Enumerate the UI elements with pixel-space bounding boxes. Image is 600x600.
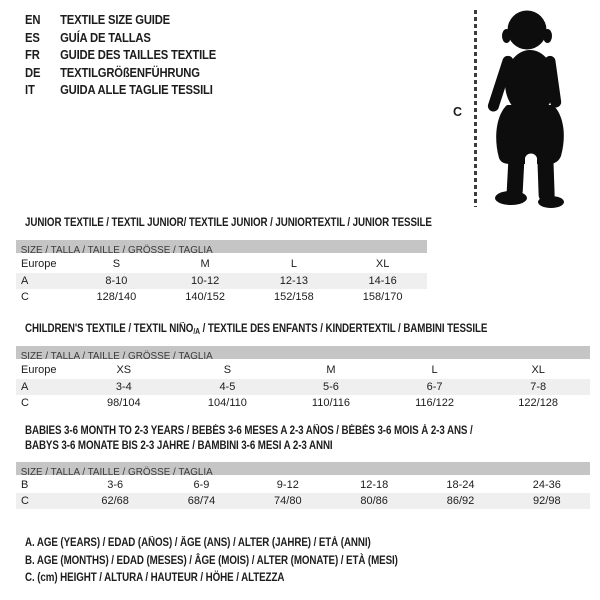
table-rows [16,361,590,411]
table-row [16,273,427,289]
language-list [25,12,216,100]
table-rows [16,477,590,509]
size-cell: L [290,258,297,270]
row-label: A [21,381,29,393]
size-cell: 18-24 [446,479,475,491]
row-label: A [21,275,29,287]
footnote-age-years: A. AGE (YEARS) / EDAD (AÑOS) / ÂGE (ANS) / ALTER (JAHRE) / ETÀ (ANNI) [25,537,371,549]
title-text: / TEXTILE DES ENFANTS / KINDERTEXTIL / BAMBINI TESSILE [199,323,488,335]
size-header-label: SIZE / TALLA / TAILLE / GRÖSSE / TAGLIA [20,466,213,475]
size-cell: 12-13 [279,275,308,287]
size-cell: 7-8 [530,381,547,393]
size-cell: 98/104 [106,397,141,409]
size-cell: 110/116 [311,397,351,409]
size-cell: 62/68 [101,495,129,507]
size-cell: 8-10 [105,275,128,287]
toddler-shorts [496,105,564,164]
size-cell: 4-5 [219,381,236,393]
size-cell: 6-7 [426,381,443,393]
size-cell: 5-6 [323,381,339,393]
size-cell: XL [375,258,390,270]
height-measure-dashed-line [474,10,477,207]
toddler-leg-left [506,146,525,199]
size-cell: 80/86 [360,495,388,507]
children-size-table [16,322,590,411]
title-text: CHILDREN'S TEXTILE / TEXTIL NIÑO [25,323,194,335]
language-code: ES [25,30,40,45]
language-row [25,65,216,83]
row-label: C [21,495,29,507]
language-code: DE [25,65,41,80]
size-header-bar [16,462,590,475]
row-label: Europe [21,364,57,376]
size-cell: S [223,364,232,376]
size-cell: 74/80 [274,495,302,507]
row-label: C [21,397,29,409]
language-title: TEXTILE SIZE GUIDE [60,13,170,27]
table-row [16,477,590,493]
size-cell: 6-9 [193,479,210,491]
language-title: GUÍA DE TALLAS [60,30,151,45]
table-row [16,289,427,305]
size-header-label: SIZE / TALLA / TAILLE / GRÖSSE / TAGLIA [20,244,213,253]
size-cell: 86/92 [446,495,475,507]
size-cell: 116/122 [415,397,455,409]
row-label: C [21,291,29,303]
size-cell: 128/140 [96,291,137,303]
size-cell: M [326,364,336,376]
babies-size-table [16,424,590,509]
table-row [16,361,590,379]
size-cell: 68/74 [187,495,216,507]
language-title: TEXTILGRÖßENFÜHRUNG [60,65,200,80]
size-cell: S [112,258,121,270]
size-cell: XS [116,364,132,376]
size-cell: 10-12 [191,275,220,287]
table-rows [16,255,427,305]
table-row [16,493,590,509]
height-measure-label: C [453,105,463,119]
footnote-age-months: B. AGE (MONTHS) / EDAD (MESES) / ÂGE (MOIS) / ALTER (MONATE) / ETÀ (MESI) [25,554,398,567]
language-title: GUIDA ALLE TAGLIE TESSILI [60,83,213,98]
table-row [16,255,427,273]
table-row [16,379,590,395]
size-cell: 24-36 [532,479,561,491]
language-row [25,30,216,48]
size-cell: XL [531,364,545,376]
table-row [16,395,590,411]
size-header-bar [16,346,590,359]
language-row [25,47,216,65]
size-cell: M [200,258,210,270]
table-title: JUNIOR TEXTILE / TEXTIL JUNIOR/ TEXTILE JUNIOR / JUNIORTEXTIL / JUNIOR TESSILE [25,217,432,229]
size-cell: 152/158 [273,291,314,303]
row-label: B [21,479,29,491]
language-row [25,12,216,30]
size-cell: 158/170 [362,291,403,303]
language-code: IT [25,83,35,98]
row-label: Europe [21,258,57,270]
size-cell: 3-6 [107,479,124,491]
size-cell: 14-16 [368,275,397,287]
size-header-label: SIZE / TALLA / TAILLE / GRÖSSE / TAGLIA [20,350,213,359]
table-title-line: BABIES 3-6 MONTH TO 2-3 YEARS / BEBÉS 3-6 MESES A 2-3 AÑOS / BÉBÉS 3-6 MOIS À 2-3 ANS / [25,425,473,437]
footnote-height: C. (cm) HEIGHT / ALTURA / HAUTEUR / HÖHE / ALTEZZA [25,572,285,584]
title-subscript: /A [193,327,200,336]
language-code: FR [25,48,40,63]
table-title [25,322,505,337]
language-code: EN [25,13,41,27]
size-cell: 140/152 [185,291,225,303]
size-cell: 122/128 [518,397,559,409]
toddler-foot-right [538,196,564,208]
footnotes [25,535,398,588]
junior-size-table [16,216,432,305]
size-cell: 3-4 [115,381,132,393]
language-row [25,82,216,100]
toddler-silhouette [485,8,577,208]
toddler-head [508,11,547,50]
size-cell: 9-12 [276,479,299,491]
size-cell: 92/98 [533,495,561,507]
toddler-leg-right [537,146,555,203]
size-cell: 12-18 [360,479,389,491]
size-header-bar [16,240,427,253]
language-title: GUIDE DES TAILLES TEXTILE [60,48,217,63]
size-cell: L [431,364,438,376]
table-title-line: BABYS 3-6 MONATE BIS 2-3 JAHRE / BAMBINI 3-6 MESI A 2-3 ANNI [25,440,333,452]
toddler-foot-left [495,191,527,205]
table-title [25,424,505,454]
size-cell: 104/110 [207,397,247,409]
